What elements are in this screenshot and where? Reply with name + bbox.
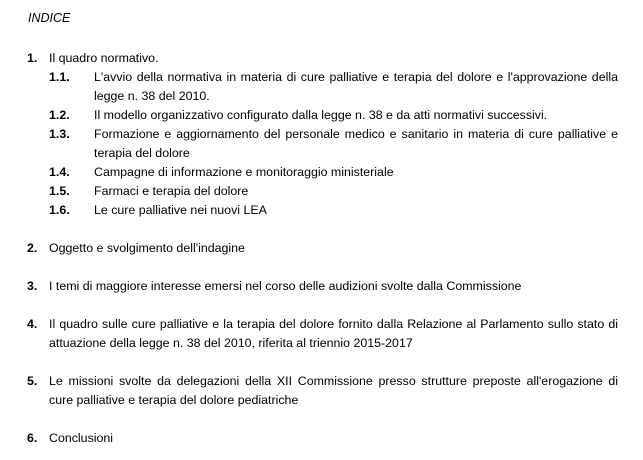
toc-subitem-number: 1.1. (49, 70, 70, 84)
toc-item-number: 6. (27, 431, 38, 445)
table-of-contents (0, 49, 643, 448)
spacer (0, 410, 643, 429)
toc-item-6 (0, 429, 618, 448)
toc-subitem-text: Le cure palliative nei nuovi LEA (94, 203, 267, 217)
toc-item-4 (0, 315, 618, 353)
toc-subitem-text: Il modello organizzativo configurato dalla legge n. 38 e da atti normativi successivi. (94, 108, 548, 122)
toc-subitem-text: Farmaci e terapia del dolore (94, 184, 249, 198)
toc-item-text: Conclusioni (49, 431, 114, 445)
toc-subitem-text: L'avvio della normativa in materia di cure palliative e terapia del dolore e l'approvazione della legge n. 38 del 2010. (94, 70, 618, 103)
toc-item-number: 2. (27, 241, 38, 255)
spacer (0, 220, 643, 239)
toc-item-1 (0, 49, 618, 68)
spacer (0, 296, 643, 315)
toc-item-text: Le missioni svolte da delegazioni della XII Commissione presso strutture preposte all'erogazione di cure palliative e terapia del dolore pediatriche (49, 374, 618, 407)
toc-subitem-1-6 (0, 201, 618, 220)
toc-subitem-1-2 (0, 106, 618, 125)
toc-subitem-number: 1.6. (49, 203, 70, 217)
toc-subitem-number: 1.4. (49, 165, 70, 179)
toc-item-5 (0, 372, 618, 410)
toc-subitem-number: 1.5. (49, 184, 70, 198)
toc-subitem-1-3 (0, 125, 618, 163)
toc-item-text: Il quadro sulle cure palliative e la terapia del dolore fornito dalla Relazione al Parlamento sullo stato di attuazione della legge n. 38 del 2010, riferita al triennio 2015-2017 (49, 317, 618, 350)
toc-subitem-1-1 (0, 68, 618, 106)
spacer (0, 353, 643, 372)
toc-subitem-number: 1.3. (49, 127, 70, 141)
toc-subitem-text: Formazione e aggiornamento del personale medico e sanitario in materia di cure palliative e terapia del dolore (94, 127, 618, 160)
toc-item-text: Oggetto e svolgimento dell'indagine (49, 241, 245, 255)
toc-item-number: 4. (27, 317, 38, 331)
toc-item-number: 3. (27, 279, 38, 293)
toc-item-3 (0, 277, 618, 296)
toc-item-text: I temi di maggiore interesse emersi nel corso delle audizioni svolte dalla Commissione (49, 279, 522, 293)
toc-item-text: Il quadro normativo. (49, 51, 159, 65)
index-title: INDICE (28, 11, 71, 25)
spacer (0, 258, 643, 277)
toc-subitem-1-5 (0, 182, 618, 201)
toc-subitem-text: Campagne di informazione e monitoraggio ministeriale (94, 165, 394, 179)
toc-item-number: 5. (27, 374, 38, 388)
toc-subitem-1-4 (0, 163, 618, 182)
toc-subitem-number: 1.2. (49, 108, 70, 122)
toc-item-number: 1. (27, 51, 38, 65)
toc-item-2 (0, 239, 618, 258)
